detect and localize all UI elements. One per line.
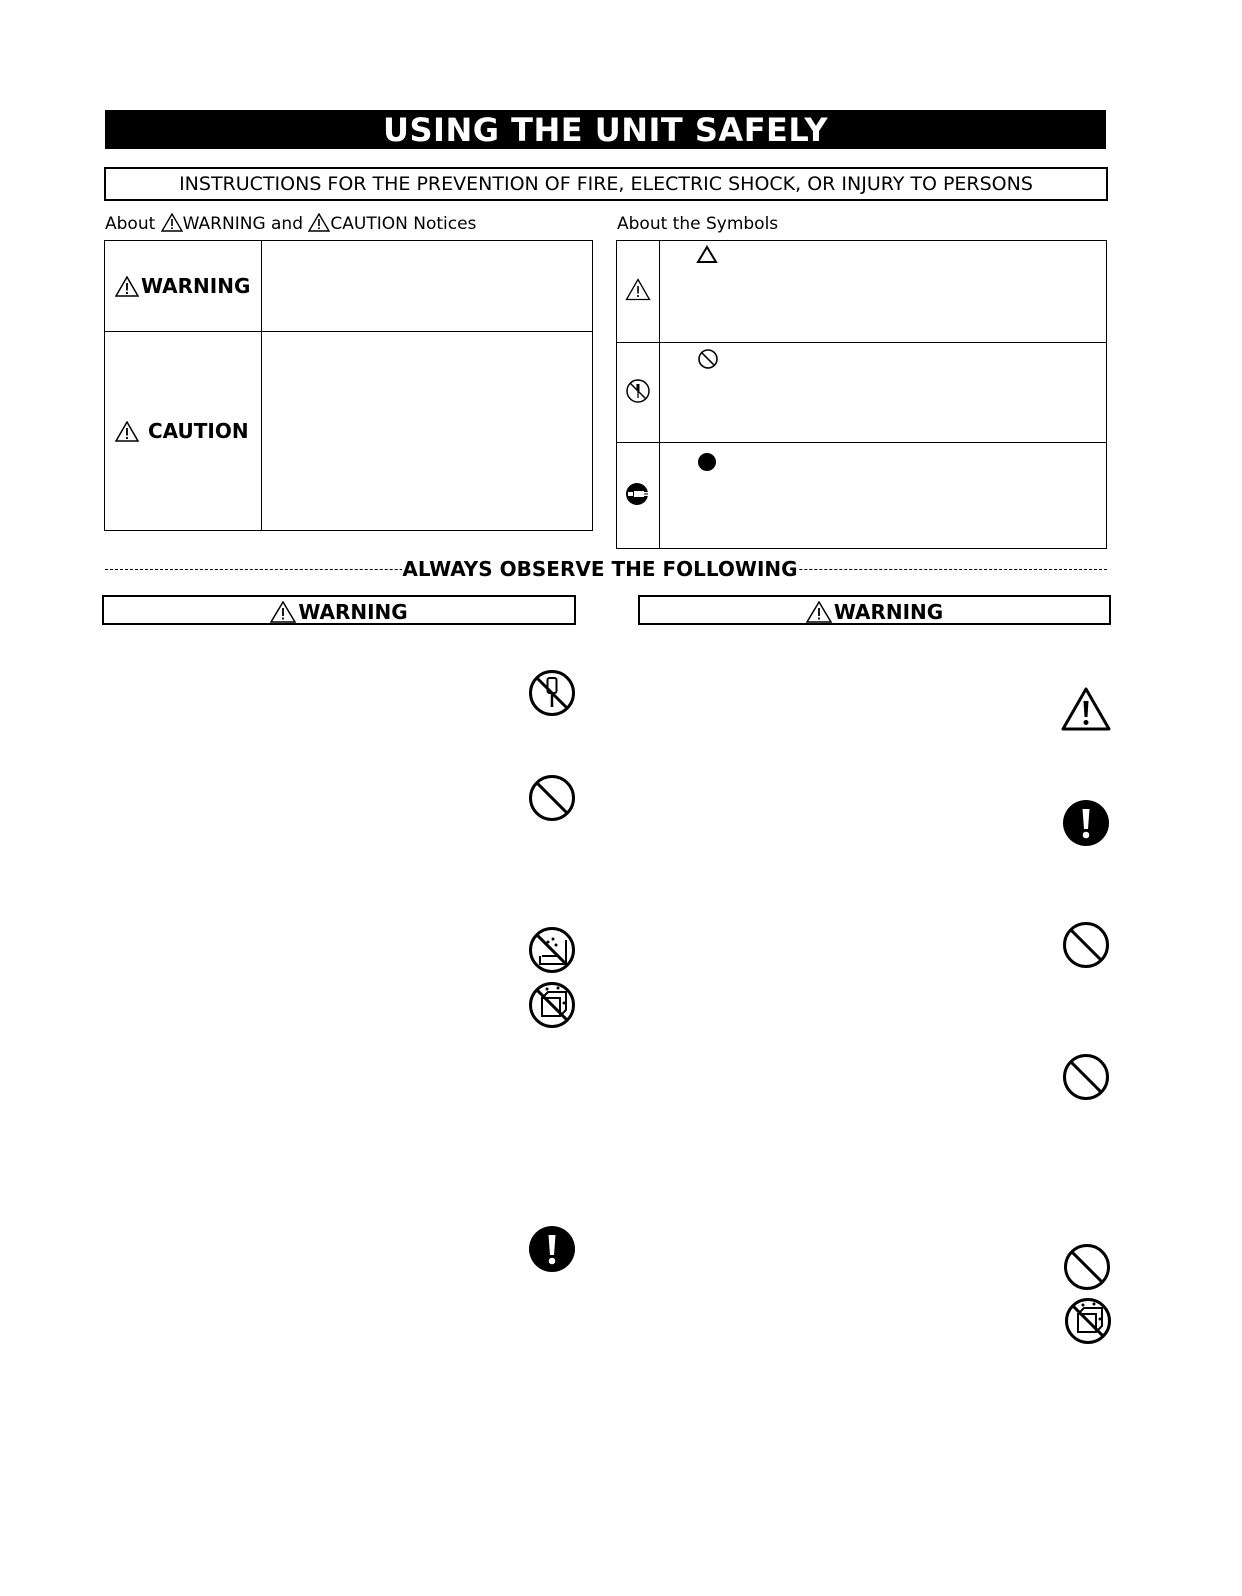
symbol-row-prohibited xyxy=(617,343,1107,443)
page-title: USING THE UNIT SAFELY xyxy=(105,110,1106,149)
warning-triangle-icon xyxy=(806,601,832,623)
do-not-disassemble-icon xyxy=(528,669,576,717)
triangle-outline-icon xyxy=(696,245,718,264)
caution-triangle-icon xyxy=(1060,686,1112,732)
prohibition-icon xyxy=(1063,1243,1111,1291)
prohibition-icon xyxy=(1062,921,1110,969)
warning-header-left xyxy=(102,595,576,625)
attention-triangle-icon xyxy=(625,278,651,301)
symbols-heading: About the Symbols xyxy=(617,214,779,234)
symbol-text-cell xyxy=(660,241,1107,343)
prohibition-circle-icon xyxy=(697,348,719,370)
notice-label-caution xyxy=(105,332,262,531)
notice-text-warning xyxy=(262,241,593,332)
mandatory-icon xyxy=(528,1225,576,1273)
notices-heading-about: About xyxy=(105,214,156,234)
mandatory-icon xyxy=(1062,799,1110,847)
notice-label-caution-text: CAUTION xyxy=(147,419,249,443)
warning-triangle-icon xyxy=(115,276,139,297)
prohibition-icon xyxy=(1062,1053,1110,1101)
filled-dot-icon xyxy=(697,452,717,472)
notice-label-warning-text: WARNING xyxy=(141,274,251,298)
no-water-icon xyxy=(528,926,576,974)
warning-header-left-text: WARNING xyxy=(298,600,408,624)
prohibition-icon xyxy=(528,774,576,822)
warning-triangle-icon xyxy=(161,213,183,232)
symbols-table xyxy=(616,240,1107,549)
no-wet-hands-icon xyxy=(1064,1297,1112,1345)
unplug-icon xyxy=(625,482,651,506)
symbol-row-mandatory xyxy=(617,443,1107,549)
symbol-row-attention xyxy=(617,241,1107,343)
symbol-cell xyxy=(617,241,660,343)
symbol-cell xyxy=(617,343,660,443)
caution-triangle-icon xyxy=(115,421,139,442)
warning-header-right-text: WARNING xyxy=(833,600,944,624)
notices-heading-caution: CAUTION Notices xyxy=(330,214,477,234)
warning-triangle-icon xyxy=(308,213,330,232)
notice-text-caution xyxy=(262,332,593,531)
notices-table xyxy=(104,240,593,531)
symbol-text-cell xyxy=(660,343,1107,443)
observe-heading: ALWAYS OBSERVE THE FOLLOWING xyxy=(402,557,798,581)
notice-row-caution xyxy=(105,332,593,531)
notice-label-warning xyxy=(105,241,262,332)
symbol-text-cell xyxy=(660,443,1107,549)
notices-heading xyxy=(105,213,476,234)
no-wet-hands-icon xyxy=(528,981,576,1029)
symbol-cell xyxy=(617,443,660,549)
do-not-disassemble-icon xyxy=(625,378,651,404)
page-subtitle: INSTRUCTIONS FOR THE PREVENTION OF FIRE, ELECTRIC SHOCK, OR INJURY TO PERSONS xyxy=(104,167,1108,201)
warning-triangle-icon xyxy=(270,601,296,623)
warning-header-right xyxy=(638,595,1111,625)
notices-heading-warning: WARNING and xyxy=(182,214,303,234)
notice-row-warning xyxy=(105,241,593,332)
